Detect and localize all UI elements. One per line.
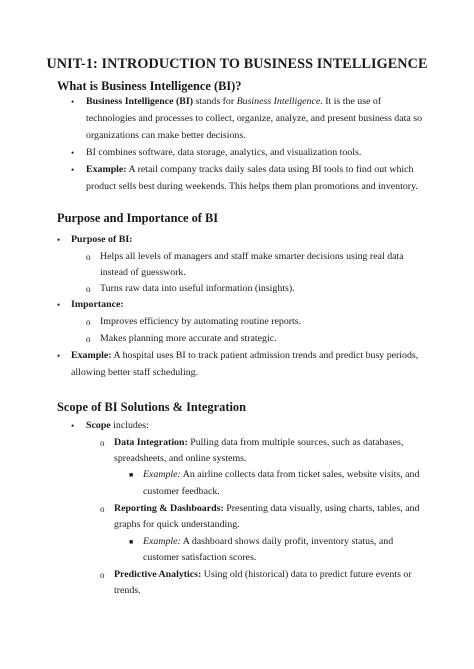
section-heading-purpose: Purpose and Importance of BI xyxy=(57,211,219,225)
example-item: Example: An airline collects data from ticket sales, website visits, and xyxy=(143,469,420,480)
square-bullet-icon: ■ xyxy=(129,471,134,479)
list-item-continuation: product sells best during weekends. This helps them plan promotions and inventory. xyxy=(86,181,418,192)
sub-list-item: Data Integration: Pulling data from multiple sources, such as databases, xyxy=(114,437,404,448)
list-item: Business Intelligence (BI) stands for Business Intelligence. It is the use of xyxy=(86,96,382,107)
list-item: BI combines software, data storage, analytics, and visualization tools. xyxy=(86,147,362,158)
page-title: UNIT-1: INTRODUCTION TO BUSINESS INTELLIGENCE xyxy=(46,56,428,72)
circle-bullet-icon: o xyxy=(86,284,91,294)
list-item: Example: A hospital uses BI to track patient admission trends and predict busy periods, xyxy=(71,350,419,361)
list-item-continuation: trends. xyxy=(114,585,141,596)
circle-bullet-icon: o xyxy=(100,504,105,514)
list-item-continuation: technologies and processes to collect, organize, analyze, and present business data so xyxy=(86,113,423,124)
list-item: Example: A retail company tracks daily sales data using BI tools to find out which xyxy=(86,164,414,175)
circle-bullet-icon: o xyxy=(86,334,91,344)
section-heading-scope: Scope of BI Solutions & Integration xyxy=(57,400,246,414)
sub-list-item: Improves efficiency by automating routine reports. xyxy=(100,316,302,327)
sub-list-item: Helps all levels of managers and staff make smarter decisions using real data xyxy=(100,251,404,262)
bullet-icon: • xyxy=(57,300,61,310)
bullet-icon: • xyxy=(57,351,61,361)
section-heading-what-is-bi: What is Business Intelligence (BI)? xyxy=(57,79,242,93)
circle-bullet-icon: o xyxy=(100,570,105,580)
sub-list-item: Predictive Analytics: Using old (historical) data to predict future events or xyxy=(114,569,412,580)
circle-bullet-icon: o xyxy=(86,252,91,262)
sub-list-item: Turns raw data into useful information (insights). xyxy=(100,283,295,294)
list-item-continuation: allowing better staff scheduling. xyxy=(71,367,199,378)
bullet-icon: • xyxy=(71,148,75,158)
list-item-continuation: customer feedback. xyxy=(143,486,220,497)
square-bullet-icon: ■ xyxy=(129,538,134,546)
list-item: Scope includes: xyxy=(86,420,149,431)
list-item-continuation: customer satisfaction scores. xyxy=(143,552,257,563)
bullet-icon: • xyxy=(57,235,61,245)
list-item: Purpose of BI: xyxy=(71,234,133,245)
example-item: Example: A dashboard shows daily profit, inventory status, and xyxy=(143,536,394,547)
circle-bullet-icon: o xyxy=(86,317,91,327)
bullet-icon: • xyxy=(71,165,75,175)
circle-bullet-icon: o xyxy=(100,438,105,448)
list-item-continuation: spreadsheets, and online systems. xyxy=(114,453,247,464)
bullet-icon: • xyxy=(71,421,75,431)
bullet-icon: • xyxy=(71,97,75,107)
list-item-continuation: graphs for quick understanding. xyxy=(114,519,240,530)
list-item: Importance: xyxy=(71,299,124,310)
sub-list-item: Reporting & Dashboards: Presenting data visually, using charts, tables, and xyxy=(114,503,420,514)
sub-list-item: Makes planning more accurate and strategic. xyxy=(100,333,277,344)
list-item-continuation: instead of guesswork. xyxy=(100,267,186,278)
list-item-continuation: organizations can make better decisions. xyxy=(86,130,246,141)
